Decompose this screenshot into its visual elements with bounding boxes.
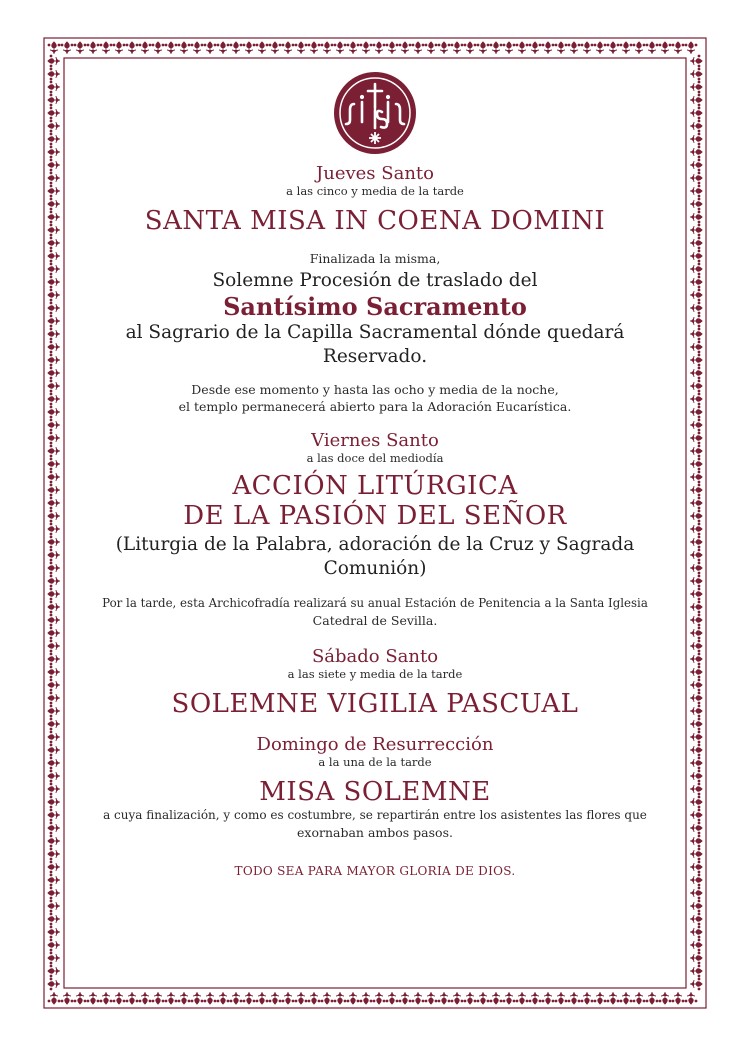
border-motif — [690, 250, 702, 262]
border-motif — [555, 992, 567, 1004]
border-motif — [451, 992, 463, 1004]
jueves-time: a las cinco y media de la tarde — [286, 184, 464, 198]
border-motif — [690, 770, 702, 782]
border-motif — [139, 992, 151, 1004]
border-motif — [321, 42, 333, 54]
border-motif — [633, 42, 645, 54]
viernes-title-line-1: ACCIÓN LITÚRGICA — [232, 471, 518, 501]
border-motif — [594, 42, 606, 54]
border-motif — [685, 42, 697, 54]
border-motif — [48, 588, 60, 600]
border-motif — [690, 237, 702, 249]
viernes-estacion-line-2: Catedral de Sevilla. — [312, 613, 438, 628]
border-motif — [690, 614, 702, 626]
border-motif — [48, 211, 60, 223]
border-motif — [607, 992, 619, 1004]
border-motif — [230, 992, 242, 1004]
viernes-detail-line-1: (Liturgia de la Palabra, adoración de la Cruz y Sagrada — [115, 534, 635, 555]
border-motif — [690, 510, 702, 522]
border-motif — [690, 965, 702, 977]
sabado-time: a las siete y media de la tarde — [287, 667, 463, 681]
border-motif — [412, 992, 424, 1004]
border-motif — [690, 887, 702, 899]
border-motif — [690, 822, 702, 834]
border-motif — [568, 42, 580, 54]
border-motif — [48, 523, 60, 535]
border-motif — [152, 42, 164, 54]
border-motif — [48, 770, 60, 782]
border-motif — [690, 653, 702, 665]
border-motif — [256, 992, 268, 1004]
main-content — [90, 70, 660, 879]
border-motif — [204, 992, 216, 1004]
border-motif — [555, 42, 567, 54]
border-motif — [61, 992, 73, 1004]
border-motif — [243, 992, 255, 1004]
border-motif — [690, 380, 702, 392]
border-motif — [295, 42, 307, 54]
jueves-after: Finalizada la misma, — [309, 251, 441, 266]
border-motif — [690, 315, 702, 327]
jueves-reservado: Reservado. — [322, 346, 428, 367]
border-motif — [48, 484, 60, 496]
border-motif — [334, 992, 346, 1004]
border-motif — [690, 445, 702, 457]
domingo-day: Domingo de Resurrección — [256, 734, 494, 755]
border-motif — [672, 42, 684, 54]
border-motif — [690, 588, 702, 600]
border-motif — [690, 679, 702, 691]
border-motif — [165, 42, 177, 54]
border-motif — [646, 42, 658, 54]
border-motif — [690, 952, 702, 964]
border-motif — [425, 42, 437, 54]
border-motif — [48, 679, 60, 691]
border-motif — [399, 992, 411, 1004]
border-motif — [48, 705, 60, 717]
border-motif — [690, 978, 702, 990]
border-motif — [690, 211, 702, 223]
border-motif — [48, 549, 60, 561]
border-motif — [48, 731, 60, 743]
border-motif — [581, 992, 593, 1004]
border-motif — [690, 458, 702, 470]
border-motif — [48, 627, 60, 639]
border-motif — [542, 992, 554, 1004]
viernes-time: a las doce del mediodía — [306, 451, 444, 465]
border-motif — [48, 263, 60, 275]
border-motif — [48, 380, 60, 392]
border-motif — [690, 523, 702, 535]
border-motif — [48, 536, 60, 548]
border-motif — [48, 185, 60, 197]
viernes-title-line-2: DE LA PASIÓN DEL SEÑOR — [183, 501, 567, 531]
border-motif — [690, 393, 702, 405]
border-motif — [48, 861, 60, 873]
border-motif — [48, 835, 60, 847]
border-motif — [165, 992, 177, 1004]
border-motif — [347, 42, 359, 54]
border-motif — [178, 42, 190, 54]
border-motif — [48, 926, 60, 938]
border-motif — [48, 458, 60, 470]
border-motif — [690, 172, 702, 184]
border-motif — [48, 367, 60, 379]
border-motif — [48, 939, 60, 951]
border-motif — [690, 328, 702, 340]
border-motif — [690, 120, 702, 132]
border-motif — [503, 992, 515, 1004]
border-motif — [48, 666, 60, 678]
border-motif — [48, 146, 60, 158]
border-motif — [48, 341, 60, 353]
border-motif — [438, 42, 450, 54]
border-motif — [295, 992, 307, 1004]
border-motif — [659, 42, 671, 54]
border-motif — [48, 692, 60, 704]
border-motif — [48, 328, 60, 340]
border-motif — [269, 42, 281, 54]
border-motif — [48, 94, 60, 106]
border-motif — [48, 55, 60, 67]
border-motif — [48, 640, 60, 652]
border-motif — [48, 159, 60, 171]
border-motif — [690, 705, 702, 717]
border-motif — [690, 81, 702, 93]
border-motif — [690, 926, 702, 938]
border-motif — [48, 913, 60, 925]
border-motif — [48, 224, 60, 236]
border-motif — [48, 393, 60, 405]
border-motif — [48, 120, 60, 132]
border-motif — [230, 42, 242, 54]
border-motif — [690, 94, 702, 106]
viernes-day: Viernes Santo — [311, 430, 439, 451]
border-motif — [48, 419, 60, 431]
border-motif — [690, 627, 702, 639]
border-motif — [690, 536, 702, 548]
border-motif — [690, 263, 702, 275]
border-motif — [690, 367, 702, 379]
border-motif — [48, 432, 60, 444]
domingo-time: a la una de la tarde — [318, 755, 432, 769]
border-motif — [690, 601, 702, 613]
border-motif — [690, 913, 702, 925]
border-motif — [690, 55, 702, 67]
border-motif — [48, 198, 60, 210]
border-motif — [690, 497, 702, 509]
border-motif — [633, 992, 645, 1004]
border-motif — [100, 992, 112, 1004]
border-motif — [690, 549, 702, 561]
sabado-title: SOLEMNE VIGILIA PASCUAL — [171, 689, 579, 719]
jueves-sacramento: Santísimo Sacramento — [223, 292, 527, 321]
border-motif — [690, 471, 702, 483]
border-motif — [690, 692, 702, 704]
border-motif — [360, 992, 372, 1004]
border-motif — [646, 992, 658, 1004]
border-motif — [48, 887, 60, 899]
border-motif — [48, 315, 60, 327]
border-motif — [594, 992, 606, 1004]
jueves-adoracion-line-1: Desde ese momento y hasta las ocho y media de la noche, — [191, 382, 559, 397]
border-motif — [48, 354, 60, 366]
border-motif — [690, 198, 702, 210]
border-motif — [542, 42, 554, 54]
border-motif — [308, 42, 320, 54]
border-motif — [48, 783, 60, 795]
border-motif — [690, 861, 702, 873]
border-motif — [48, 900, 60, 912]
closing-line: TODO SEA PARA MAYOR GLORIA DE DIOS. — [234, 864, 516, 878]
domingo-note-line-1: a cuya finalización, y como es costumbre, se repartirán entre los asistentes las flores que — [103, 808, 647, 822]
border-motif — [48, 809, 60, 821]
border-motif — [690, 302, 702, 314]
border-motif — [690, 133, 702, 145]
border-motif — [48, 497, 60, 509]
border-motif — [48, 874, 60, 886]
border-motif — [690, 107, 702, 119]
border-motif — [690, 796, 702, 808]
border-motif — [282, 992, 294, 1004]
border-motif — [690, 146, 702, 158]
border-motif — [464, 42, 476, 54]
border-motif — [690, 68, 702, 80]
border-motif — [690, 341, 702, 353]
border-motif — [243, 42, 255, 54]
border-motif — [48, 757, 60, 769]
border-motif — [256, 42, 268, 54]
border-motif — [126, 992, 138, 1004]
border-motif — [672, 992, 684, 1004]
jueves-day: Jueves Santo — [316, 163, 434, 184]
border-motif — [690, 562, 702, 574]
border-motif — [690, 757, 702, 769]
border-motif — [48, 965, 60, 977]
border-motif — [690, 835, 702, 847]
border-motif — [48, 276, 60, 288]
border-motif — [529, 42, 541, 54]
border-motif — [87, 42, 99, 54]
border-motif — [269, 992, 281, 1004]
border-motif — [690, 731, 702, 743]
border-motif — [204, 42, 216, 54]
border-motif — [399, 42, 411, 54]
border-motif — [191, 42, 203, 54]
border-motif — [48, 172, 60, 184]
jueves-sagrario: al Sagrario de la Capilla Sacramental dónde quedará — [125, 322, 625, 343]
border-motif — [620, 992, 632, 1004]
viernes-estacion-line-1: Por la tarde, esta Archicofradía realizará su anual Estación de Penitencia a la Santa Iglesia — [102, 596, 648, 610]
border-motif — [690, 874, 702, 886]
border-motif — [373, 992, 385, 1004]
border-motif — [48, 81, 60, 93]
border-motif — [48, 653, 60, 665]
border-motif — [178, 992, 190, 1004]
border-motif — [61, 42, 73, 54]
border-motif — [690, 848, 702, 860]
border-motif — [690, 354, 702, 366]
jueves-adoracion-line-2: el templo permanecerá abierto para la Adoración Eucarística. — [178, 399, 572, 414]
border-motif — [690, 939, 702, 951]
ihs-monogram-icon — [332, 70, 418, 156]
border-motif — [48, 250, 60, 262]
border-motif — [490, 992, 502, 1004]
border-motif — [74, 42, 86, 54]
border-motif — [113, 992, 125, 1004]
border-motif — [217, 992, 229, 1004]
border-motif — [48, 614, 60, 626]
border-motif — [438, 992, 450, 1004]
border-motif — [321, 992, 333, 1004]
border-motif — [581, 42, 593, 54]
border-motif — [48, 302, 60, 314]
border-motif — [690, 432, 702, 444]
border-motif — [503, 42, 515, 54]
border-motif — [690, 666, 702, 678]
border-motif — [690, 185, 702, 197]
border-motif — [690, 406, 702, 418]
viernes-detail-line-2: Comunión) — [323, 558, 427, 579]
border-motif — [48, 848, 60, 860]
border-motif — [386, 42, 398, 54]
border-motif — [477, 992, 489, 1004]
border-motif — [48, 510, 60, 522]
border-motif — [48, 601, 60, 613]
border-motif — [126, 42, 138, 54]
border-motif — [48, 133, 60, 145]
border-motif — [48, 42, 60, 54]
border-motif — [373, 42, 385, 54]
border-motif — [152, 992, 164, 1004]
border-motif — [217, 42, 229, 54]
border-motif — [360, 42, 372, 54]
border-motif — [620, 42, 632, 54]
border-motif — [690, 159, 702, 171]
jueves-title: SANTA MISA IN COENA DOMINI — [144, 206, 606, 236]
border-motif — [690, 744, 702, 756]
border-motif — [607, 42, 619, 54]
domingo-note-line-2: exornaban ambos pasos. — [297, 825, 453, 840]
border-motif — [282, 42, 294, 54]
border-motif — [529, 992, 541, 1004]
border-motif — [490, 42, 502, 54]
border-motif — [690, 276, 702, 288]
border-motif — [690, 484, 702, 496]
border-motif — [48, 952, 60, 964]
border-motif — [87, 992, 99, 1004]
border-motif — [48, 562, 60, 574]
border-motif — [690, 809, 702, 821]
border-motif — [690, 640, 702, 652]
border-motif — [690, 419, 702, 431]
border-motif — [690, 289, 702, 301]
sabado-day: Sábado Santo — [311, 646, 439, 667]
border-motif — [334, 42, 346, 54]
border-motif — [48, 289, 60, 301]
border-motif — [690, 783, 702, 795]
border-motif — [451, 42, 463, 54]
border-motif — [308, 992, 320, 1004]
border-motif — [113, 42, 125, 54]
border-motif — [386, 992, 398, 1004]
border-motif — [48, 992, 60, 1004]
border-motif — [100, 42, 112, 54]
border-motif — [48, 471, 60, 483]
border-motif — [48, 978, 60, 990]
border-motif — [690, 900, 702, 912]
border-motif — [48, 822, 60, 834]
jueves-procesion: Solemne Procesión de traslado del — [212, 270, 538, 291]
border-motif — [659, 992, 671, 1004]
border-motif — [139, 42, 151, 54]
border-motif — [516, 992, 528, 1004]
border-motif — [48, 406, 60, 418]
border-motif — [516, 42, 528, 54]
border-motif — [690, 718, 702, 730]
border-motif — [48, 68, 60, 80]
border-motif — [74, 992, 86, 1004]
border-motif — [347, 992, 359, 1004]
border-motif — [425, 992, 437, 1004]
border-motif — [690, 224, 702, 236]
domingo-title: MISA SOLEMNE — [259, 777, 491, 807]
border-motif — [464, 992, 476, 1004]
border-motif — [48, 718, 60, 730]
border-motif — [48, 796, 60, 808]
border-motif — [48, 575, 60, 587]
border-motif — [690, 575, 702, 587]
border-motif — [568, 992, 580, 1004]
border-motif — [48, 107, 60, 119]
border-motif — [477, 42, 489, 54]
border-motif — [48, 744, 60, 756]
border-motif — [685, 992, 697, 1004]
border-motif — [412, 42, 424, 54]
border-motif — [48, 237, 60, 249]
border-motif — [48, 445, 60, 457]
border-motif — [191, 992, 203, 1004]
